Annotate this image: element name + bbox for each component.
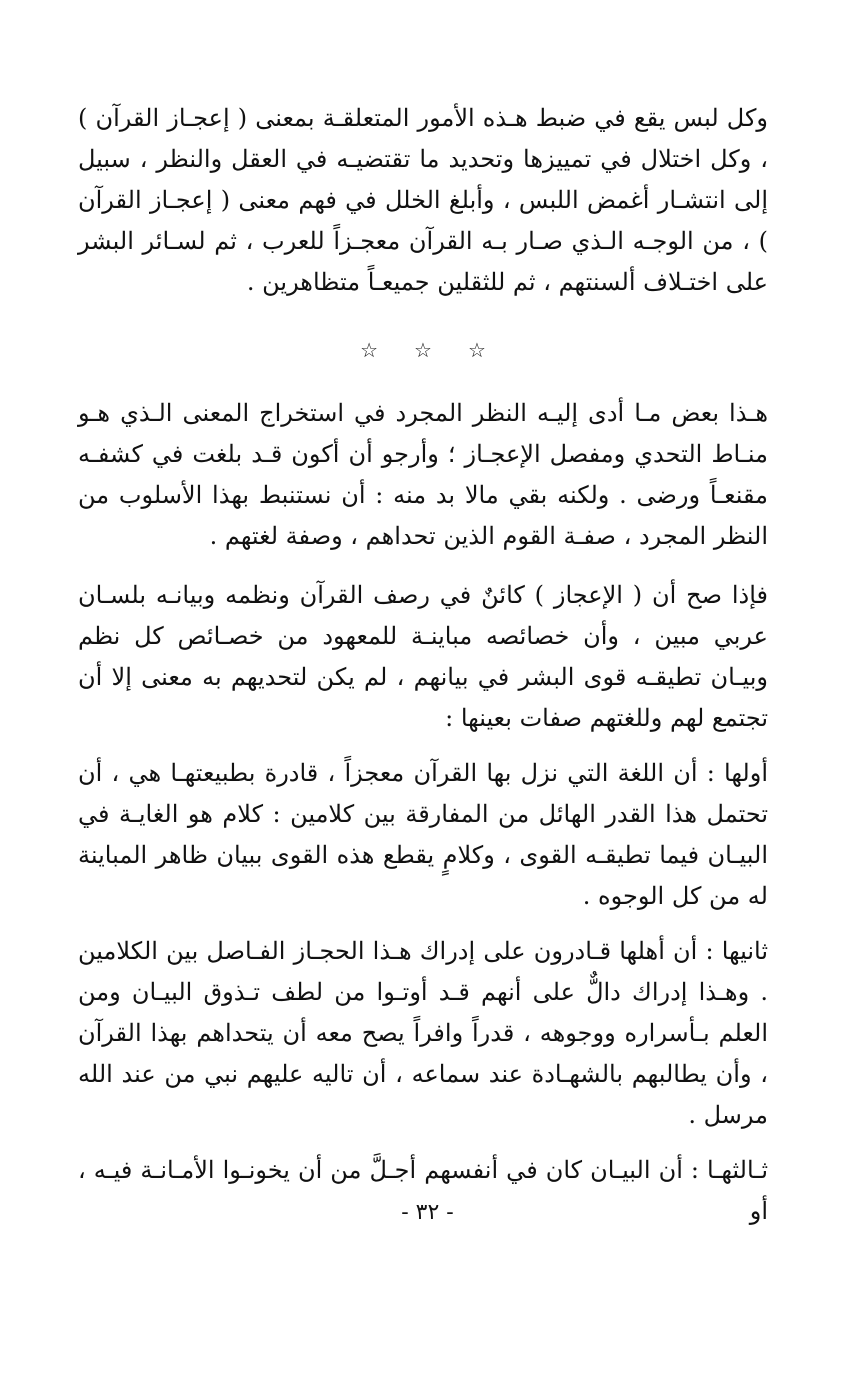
paragraph-3: فإذا صح أن ( الإعجاز ) كائنٌ في رصف القرآن ونظمه وبيانـه بلسـان عربي مبين ، وأن خصائصه مباينـة للمعهود من خصـائص كل نظم وبيـان تطيقـه قوى البشر في بيانهم ، لم يكن لتحديهم به معنى إلا أن تجتمع لهم وللغتهم صفات بعينها : (78, 581, 768, 732)
paragraph-1: وكل لبس يقع في ضبط هـذه الأمور المتعلقـة بمعنى ( إعجـاز القرآن ) ، وكل اختلال في تمييزها وتحديد ما تقتضيـه في العقل والنظر ، سبيل إلى انتشـار أغمض اللبس ، وأبلغ الخلل في فهم معنى ( إعجـاز القرآن ) ، من الوجـه الـذي صـار بـه القرآن معجـزاً للعرب ، ثم لسـائر البشر على اختـلاف ألسنتهم ، ثم للثقلين جميعـاً متظاهرين . (78, 104, 769, 296)
paragraph-4: أولها : أن اللغة التي نزل بها القرآن معجزاً ، قادرة بطبيعتهـا هي ، أن تحتمل هذا القدر الهائل من المفارقة بين كلامين : كلام هو الغايـة في البيـان فيما تطيقـه القوى ، وكلامٍ يقطع هذه القوى ببيان ظاهر المباينة له من كل الوجوه . (78, 759, 768, 910)
star-icon: ☆ (360, 338, 379, 362)
paragraph-2: هـذا بعض مـا أدى إليـه النظر المجرد في استخراج المعنى الـذي هـو منـاط التحدي ومفصل الإعجـاز ؛ وأرجو أن أكون قـد بلغت في كشفـه مقنعـاً ورضى . ولكنه بقي مالا بد منه : أن نستنبط بهذا الأسلوب من النظر المجرد ، صفـة القوم الذين تحداهم ، وصفة لغتهم . (78, 399, 768, 550)
paragraph-6: ثـالثهـا : أن البيـان كان في أنفسهم أجـلَّ من أن يخونـوا الأمـانـة فيـه ، أو (78, 1156, 768, 1225)
section-separator (78, 325, 768, 375)
star-icon: ☆ (414, 338, 432, 362)
paragraph-5: ثانيها : أن أهلها قـادرون على إدراك هـذا الحجـاز الفـاصل بين الكلامين . وهـذا إدراك دالٌّ على أنهم قـد أوتـوا من لطف تـذوق البيـان ومن العلم بـأسراره ووجوهه ، قدراً وافراً يصح معه أن يتحداهم بهذا القرآن ، وأن يطالبهم بالشهـادة عند سماعه ، أن تاليه عليهم نبي من عند الله مرسل . (78, 937, 768, 1129)
page-number: - ٣٢ - (401, 1200, 454, 1225)
star-icon: ☆ (467, 338, 486, 362)
page-body (78, 98, 768, 1232)
